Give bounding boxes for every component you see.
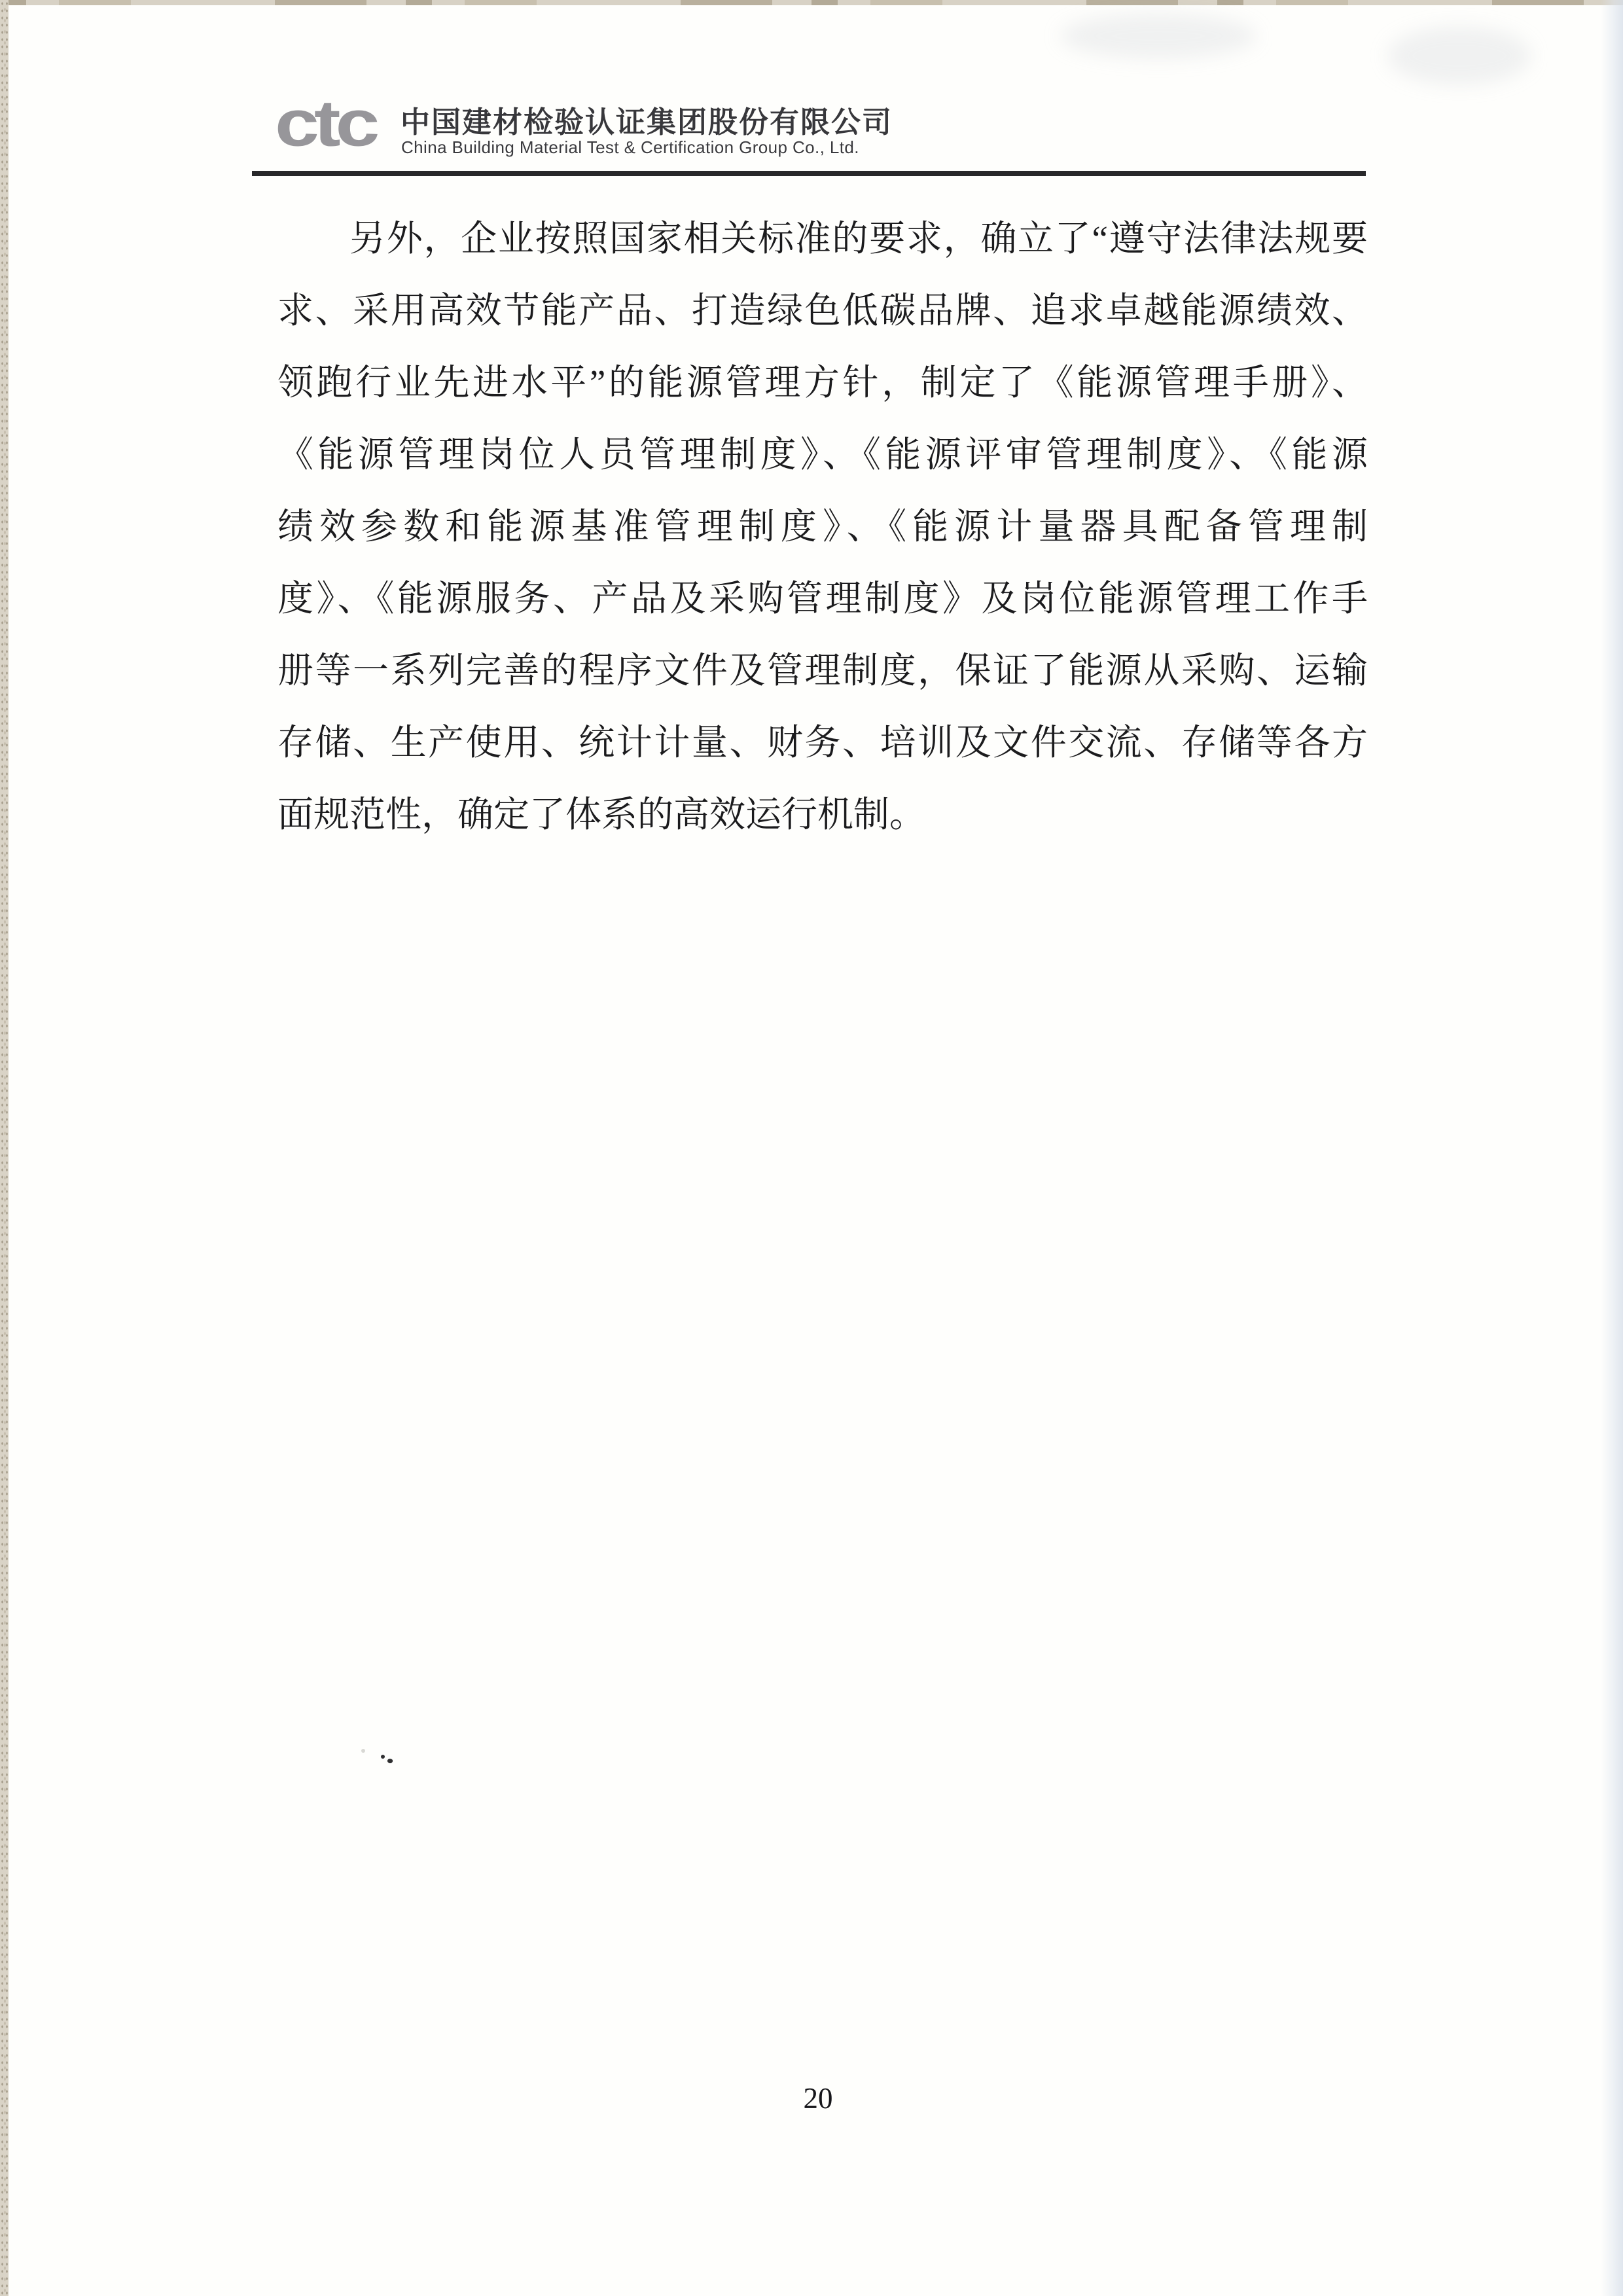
paragraph-line: 存储、生产使用、统计计量、财务、培训及文件交流、存储等各方 <box>277 723 1368 762</box>
scan-speck <box>381 1755 385 1759</box>
ctc-logo: ctc <box>275 86 375 160</box>
paragraph-line: 册等一系列完善的程序文件及管理制度，保证了能源从采购、运输 <box>277 651 1368 691</box>
scan-edge-right <box>1601 0 1623 2296</box>
scan-edge-top <box>0 0 1623 5</box>
company-name-en: China Building Material Test & Certification Group Co., Ltd. <box>401 137 859 157</box>
paragraph-line: 面规范性，确定了体系的高效运行机制。 <box>277 795 926 834</box>
paragraph-line: 领跑行业先进水平”的能源管理方针，制定了《能源管理手册》、 <box>277 363 1368 403</box>
company-name-zh: 中国建材检验认证集团股份有限公司 <box>401 105 893 139</box>
header-divider-rule <box>252 171 1366 176</box>
paragraph-line: 《能源管理岗位人员管理制度》、《能源评审管理制度》、《能源 <box>277 435 1368 475</box>
scan-speck <box>387 1758 393 1765</box>
paragraph-line: 另外，企业按照国家相关标准的要求，确立了“遵守法律法规要 <box>349 219 1368 259</box>
paragraph-line: 绩效参数和能源基准管理制度》、《能源计量器具配备管理制 <box>277 507 1368 547</box>
paragraph-line: 度》、《能源服务、产品及采购管理制度》及岗位能源管理工作手 <box>277 579 1368 619</box>
body-paragraph <box>277 203 1368 851</box>
paragraph-line: 求、采用高效节能产品、打造绿色低碳品牌、追求卓越能源绩效、 <box>277 291 1368 331</box>
scan-smudge <box>1060 13 1257 59</box>
scan-smudge <box>1387 26 1531 85</box>
page-number: 20 <box>803 2082 833 2115</box>
scan-speck <box>361 1749 365 1753</box>
scan-edge-left <box>0 0 9 2296</box>
